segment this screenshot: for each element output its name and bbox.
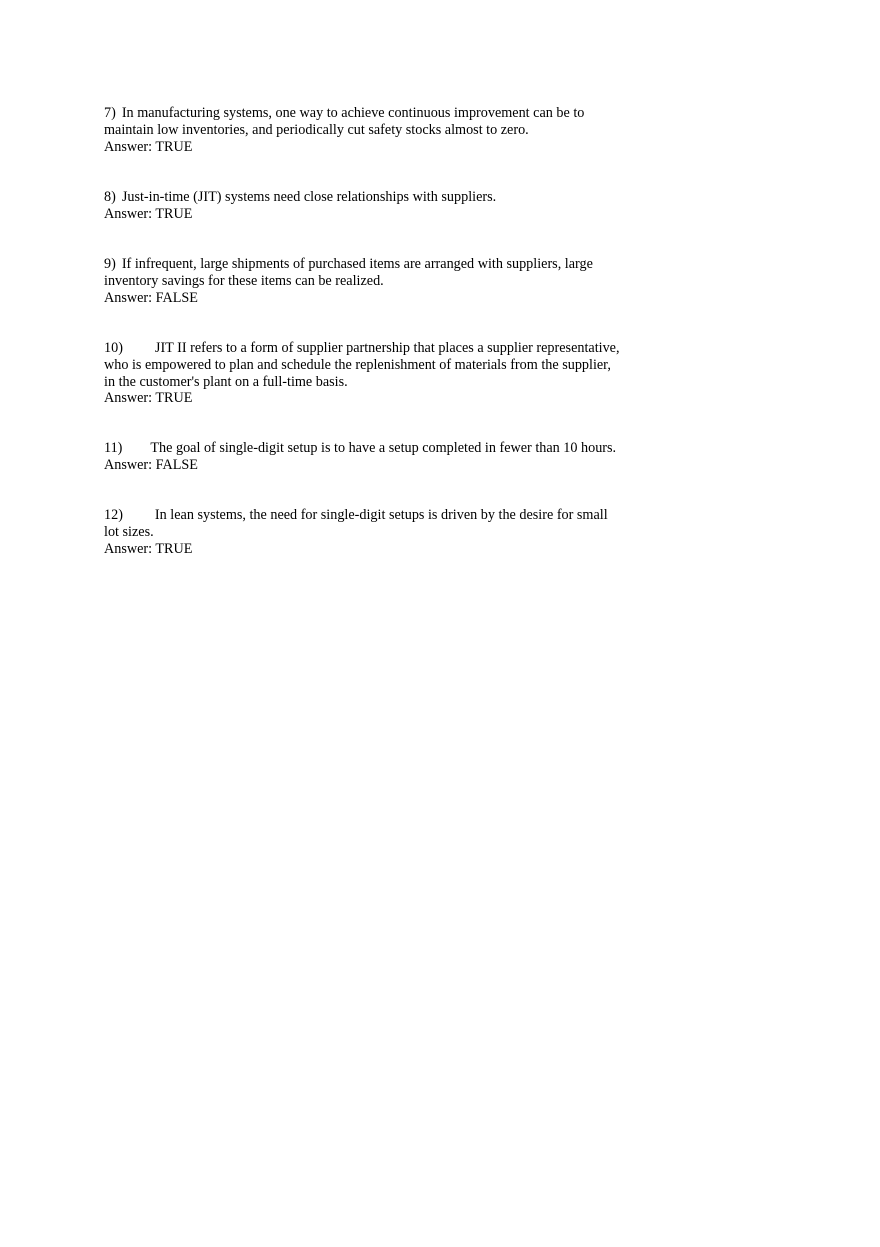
question-8 [104,189,644,223]
question-first-line [104,105,644,122]
question-text-line: In manufacturing systems, one way to achieve continuous improvement can be to [121,105,585,121]
question-12 [104,507,644,557]
question-text-line: maintain low inventories, and periodically cut safety stocks almost to zero. [104,121,529,138]
question-first-line [104,507,644,524]
question-10 [104,340,644,407]
answer-line: Answer: FALSE [104,289,198,306]
answer-line: Answer: TRUE [104,205,193,222]
question-text-line: who is empowered to plan and schedule the replenishment of materials from the supplier, [104,356,611,373]
question-number: 8) [104,189,116,205]
question-number: 9) [104,256,116,272]
question-first-line [104,340,644,357]
question-text-line: If infrequent, large shipments of purchased items are arranged with suppliers, large [121,256,593,272]
question-text-line: In lean systems, the need for single-digit setups is driven by the desire for small [154,507,608,523]
question-text-line: in the customer's plant on a full-time basis. [104,373,348,390]
question-7 [104,105,644,155]
question-text-line: JIT II refers to a form of supplier partnership that places a supplier representative, [154,340,620,356]
answer-line: Answer: FALSE [104,456,198,473]
answer-line: Answer: TRUE [104,540,193,557]
question-text-line: Just-in-time (JIT) systems need close relationships with suppliers. [121,189,497,205]
question-11 [104,440,644,474]
question-text-line: lot sizes. [104,523,154,540]
question-first-line [104,256,644,273]
question-number: 10) [104,340,123,356]
question-text-line: The goal of single-digit setup is to have a setup completed in fewer than 10 hours. [150,440,617,456]
answer-line: Answer: TRUE [104,138,193,155]
question-number: 7) [104,105,116,121]
question-text-line: inventory savings for these items can be realized. [104,272,384,289]
question-first-line [104,440,644,457]
question-first-line [104,189,644,206]
question-number: 11) [104,440,123,456]
question-number: 12) [104,507,123,523]
question-9 [104,256,644,306]
answer-line: Answer: TRUE [104,390,193,407]
